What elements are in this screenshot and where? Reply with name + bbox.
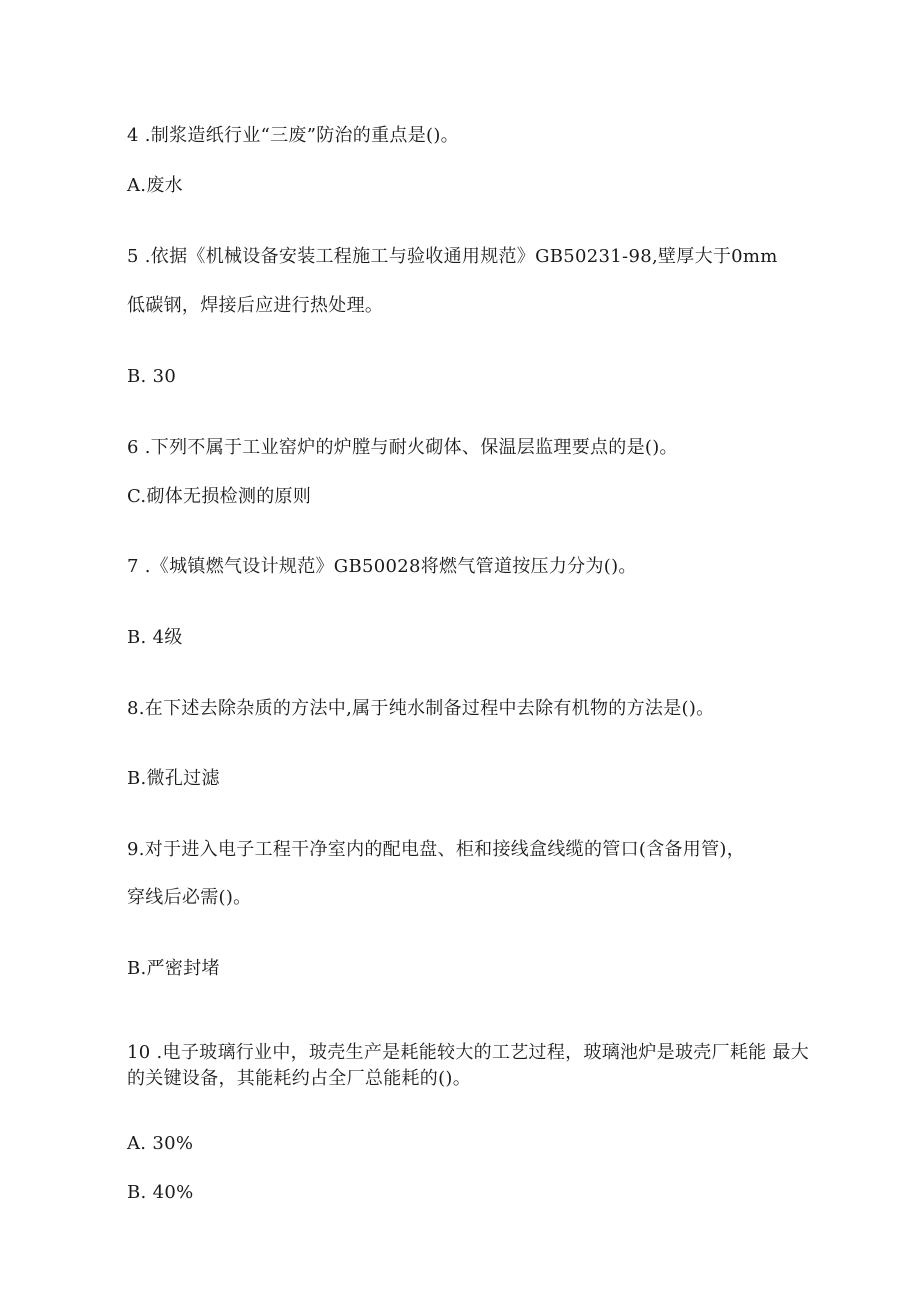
answer-4: A.废水 bbox=[127, 175, 183, 196]
question-4: 4 .制浆造纸行业“三废”防治的重点是()。 bbox=[127, 125, 459, 146]
question-5-line-1: 5 .依据《机械设备安装工程施工与验收通用规范》GB50231-98,壁厚大于0mm bbox=[127, 246, 778, 267]
answer-7: B. 4级 bbox=[127, 627, 183, 648]
answer-6: C.砌体无损检测的原则 bbox=[127, 486, 312, 507]
question-6: 6 .下列不属于工业窑炉的炉膛与耐火砌体、保温层监理要点的是()。 bbox=[127, 437, 678, 458]
question-5-line-2: 低碳钢，焊接后应进行热处理。 bbox=[127, 295, 384, 316]
question-8: 8.在下述去除杂质的方法中,属于纯水制备过程中去除有机物的方法是()。 bbox=[127, 698, 715, 719]
answer-10-b: B. 40% bbox=[127, 1182, 194, 1203]
question-7: 7 .《城镇燃气设计规范》GB50028将燃气管道按压力分为()。 bbox=[127, 556, 637, 577]
answer-8: B.微孔过滤 bbox=[127, 768, 220, 789]
answer-5: B. 30 bbox=[127, 366, 177, 387]
question-10: 10 .电子玻璃行业中，玻壳生产是耗能较大的工艺过程，玻璃池炉是玻壳厂耗能 最大的关键设备，其能耗约占全厂总能耗的()。 bbox=[127, 1042, 810, 1089]
answer-10-a: A. 30% bbox=[127, 1133, 194, 1154]
question-9-line-1: 9.对于进入电子工程干净室内的配电盘、柜和接线盒线缆的管口(含备用管)， bbox=[127, 839, 746, 860]
answer-9: B.严密封堵 bbox=[127, 958, 220, 979]
question-9-line-2: 穿线后必需()。 bbox=[127, 887, 252, 908]
